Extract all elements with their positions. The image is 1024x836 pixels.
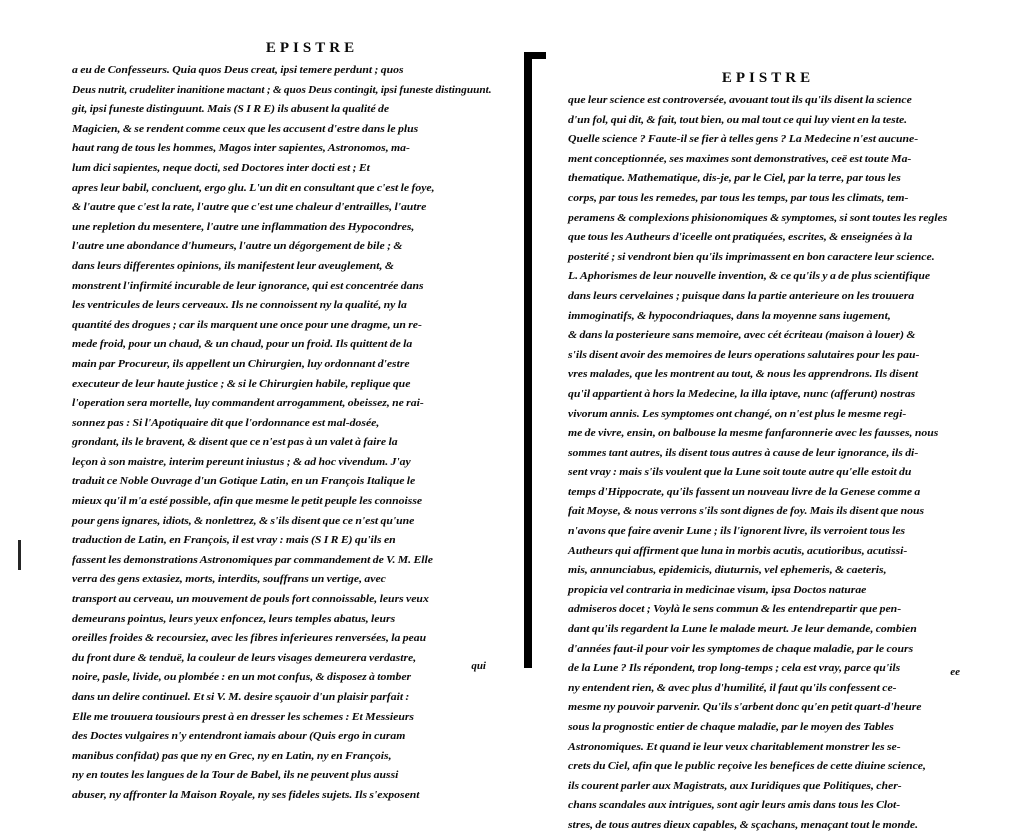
text-line: Deus nutrit, crudeliter inanitione mactant ; & quos Deus contingit, ipsi funeste distinguunt. — [72, 84, 492, 96]
left-catchword: qui — [471, 660, 486, 672]
text-line: Magicien, & se rendent comme ceux que les accusent d'estre dans le plus — [72, 123, 419, 135]
text-line: admiseros docet ; Voylà le sens commun & les entendrepartir que pen- — [568, 604, 902, 616]
text-line: l'operation sera mortelle, luy commandent arrogamment, obeissez, ne rai- — [72, 398, 424, 410]
text-line: noire, pasle, livide, ou plombée : en un mot confus, & disposez à tomber — [72, 672, 412, 684]
text-line: verra des gens extasiez, morts, interdits, souffrans un vertige, avec — [72, 574, 386, 586]
text-line: ny entendent rien, & avec plus d'humilité, il faut qu'ils confessent ce- — [568, 682, 897, 694]
text-line: lum dici sapientes, neque docti, sed Doctores inter docti est ; Et — [72, 162, 370, 174]
text-line: dans leurs cervelaines ; puisque dans la partie anterieure on les trouuera — [568, 290, 915, 302]
text-line: pour gens ignares, idiots, & nonlettrez, & s'ils disent que ce n'est qu'une — [72, 515, 415, 527]
text-line: grondant, ils le bravent, & disent que ce n'est pas à un valet à faire la — [72, 437, 398, 449]
text-line: a eu de Confesseurs. Quia quos Deus creat, ipsi temere perdunt ; quos — [72, 65, 404, 76]
text-line: posterité ; si vendront bien qu'ils imprimassent en bon caractere leur science. — [568, 251, 935, 263]
text-line: & dans la posterieure sans memoire, avec cét écriteau (maison à louer) & — [568, 330, 916, 342]
text-line: vivorum annis. Les symptomes ont changé, on n'est plus le mesme regi- — [568, 408, 907, 420]
text-line: mede froid, pour un chaud, & un chaud, pour un froid. Ils quittent de la — [72, 339, 413, 351]
text-line: que tous les Autheurs d'iceelle ont pratiquées, escrites, & enseignées à la — [568, 232, 913, 244]
text-line: thematique. Mathematique, dis-je, par le Ciel, par la terre, par tous les — [568, 173, 901, 185]
text-line: que leur science est controversée, avouant tout ils qu'ils disent la science — [568, 95, 912, 106]
text-line: peramens & complexions phisionomiques & symptomes, si sont toutes les regles — [568, 212, 948, 224]
text-line: executeur de leur haute justice ; & si le Chirurgien habile, replique que — [72, 378, 411, 390]
text-line: monstrent l'infirmité incurable de leur ignorance, qui est concentrée dans — [72, 280, 424, 292]
text-line: qu'il appartient à hors la Medecine, la illa iptave, nunc (afferunt) nostras — [568, 388, 916, 400]
text-line: fassent les demonstrations Astronomiques par commandement de V. M. Elle — [72, 554, 433, 566]
right-running-head: EPISTRE — [721, 70, 815, 86]
text-line: d'années faut-il pour voir les symptomes de chaque maladie, par le cours — [568, 643, 914, 655]
text-line: des Doctes vulgaires n'y entendront iamais abour (Quis ergo in curam — [72, 731, 406, 743]
text-line: une repletion du mesentere, l'autre une inflammation des Hypocondres, — [72, 221, 415, 233]
text-line: traduit ce Noble Ouvrage d'un Gotique Latin, en un François Italique le — [72, 476, 416, 488]
text-line: sonnez pas : Si l'Apotiquaire dit que l'ordonnance est mal-dosée, — [72, 417, 380, 429]
left-page-text — [72, 61, 492, 806]
text-line: ils courent parler aux Magistrats, aux Iuridiques que Politiques, cher- — [568, 780, 902, 792]
right-page-number: ee — [950, 666, 960, 678]
left-page — [72, 40, 492, 801]
text-line: n'avons que faire avenir Lune ; ils l'ignorent livre, ils verroient tous les — [568, 526, 906, 538]
text-line: sent vray : mais s'ils voulent que la Lune soit toute autre qu'elle estoit du — [568, 467, 912, 479]
text-line: & l'autre que c'est la rate, l'autre que c'est une chaleur d'entrailles, l'autre — [72, 202, 427, 214]
text-line: sous la prognostic entier de chaque maladie, par le moyen des Tables — [568, 722, 894, 733]
text-line: temps d'Hippocrate, qu'ils fassent un nouveau livre de la Genese comme a — [568, 486, 921, 498]
text-line: dant qu'ils regardent la Lune le malade meurt. Je leur demande, combien — [568, 624, 917, 636]
text-line: ny en toutes les langues de la Tour de Babel, ils ne peuvent plus aussi — [72, 770, 399, 782]
right-page — [568, 40, 968, 831]
left-running-head: EPISTRE — [265, 40, 359, 56]
text-line: vres malades, que les montrent au tout, & nous les apprendrons. Ils disent — [568, 369, 919, 381]
text-line: propicia vel contraria in medicinae visum, ipsa Doctos naturae — [568, 584, 867, 596]
text-line: main par Procureur, ils appellent un Chirurgien, luy ordonnant d'estre — [72, 358, 410, 370]
text-line: dans leurs differentes opinions, ils manifestent leur aveuglement, & — [72, 260, 394, 272]
right-page-text — [568, 91, 968, 836]
text-line: s'ils disent avoir des memoires de leurs operations salutaires pour les pau- — [568, 349, 920, 361]
text-line: L. Aphorismes de leur nouvelle invention, & ce qu'ils y a de plus scientifique — [568, 271, 931, 283]
text-line: quantité des drogues ; car ils marquent une once pour une dragme, un re- — [72, 319, 422, 331]
text-line: immoginatifs, & hypocondriaques, dans la moyenne sans iugement, — [568, 310, 891, 322]
text-line: d'un fol, qui dit, & fait, tout bien, ou mal tout ce qui luy vient en la teste. — [568, 114, 908, 126]
text-line: mesme ny pouvoir parvenir. Qu'ils s'arbent donc qu'en petit quart-d'heure — [568, 702, 922, 714]
text-line: stres, de tous autres dieux capables, & sçachans, menaçant tout le monde. — [568, 819, 919, 831]
text-line: ment conceptionnée, ses maximes sont demonstratives, ceë est toute Ma- — [568, 153, 912, 165]
text-line: l'autre une abondance d'humeurs, l'autre un dégorgement de bile ; & — [72, 241, 403, 253]
text-line: fait Moyse, & nous verrons s'ils sont dignes de foy. Mais ils disent que nous — [568, 506, 925, 518]
text-line: git, ipsi funeste distinguunt. Mais (S I R E) ils abusent la qualité de — [72, 104, 390, 116]
text-line: apres leur babil, concluent, ergo glu. L'un dit en consultant que c'est le foye, — [72, 182, 435, 194]
text-line: haut rang de tous les hommes, Magos inter sapientes, Astronomos, ma- — [72, 143, 410, 155]
text-line: demeurans pointus, leurs yeux enfoncez, leurs temples abatus, leurs — [72, 613, 396, 625]
gutter-shadow — [524, 58, 532, 668]
text-line: chans scandales aux intrigues, sont agir leurs amis dans tous les Clot- — [568, 800, 901, 812]
text-line: traduction de Latin, en François, il est vray : mais (S I R E) qu'ils en — [72, 535, 396, 547]
text-line: me de vivre, ensin, on balbouse la mesme fanfaronnerie avec les fausses, nous — [568, 428, 939, 440]
text-line: de la Lune ? Ils répondent, trop long-temps ; cela est vray, parce qu'ils — [568, 663, 901, 675]
text-line: Astronomiques. Et quand ie leur veux charitablement monstrer les se- — [568, 741, 901, 753]
text-line: mis, annunciabus, epidemicis, diuturnis, vel ephemeris, & caeteris, — [568, 565, 887, 577]
text-line: transport au cerveau, un mouvement de pouls fort connoissable, leurs veux — [72, 594, 429, 606]
text-line: Quelle science ? Faute-il se fier à telles gens ? La Medecine n'est aucune- — [568, 134, 919, 146]
text-line: dans un delire continuel. Et si V. M. desire sçauoir d'un plaisir parfait : — [72, 692, 410, 703]
text-line: oreilles froides & recoursiez, avec les fibres inferieures renversées, la peau — [72, 633, 427, 645]
text-line: sommes tant autres, ils disent tous autres à cause de leur ignorance, ils di- — [568, 447, 919, 459]
text-line: mieux qu'il m'a esté possible, afin que mesme le petit peuple les connoisse — [72, 496, 423, 508]
text-line: leçon à son maistre, interim pereunt iniustus ; & ad hoc vivendum. J'ay — [72, 456, 411, 468]
text-line: crets du Ciel, afin que le public reçoive les benefices de cette diuine science, — [568, 761, 926, 773]
text-line: manibus confidat) pas que ny en Grec, ny en Latin, ny en François, — [72, 750, 392, 762]
text-line: Autheurs qui affirment que luna in morbis acutis, acutioribus, acutissi- — [568, 545, 908, 557]
text-line: du front dure & tenduë, la couleur de leurs visages demeurera verdastre, — [72, 652, 417, 664]
text-line: abuser, ny affronter la Maison Royale, ny ses fideles sujets. Ils s'exposent — [72, 789, 420, 801]
text-line: corps, par tous les remedes, par tous les temps, par tous les climats, tem- — [568, 192, 909, 204]
text-line: Elle me trouuera tousiours prest à en dresser les schemes : Et Messieurs — [72, 711, 414, 723]
scan-edge-mark — [18, 540, 21, 570]
text-line: les ventricules de leurs cerveaux. Ils ne connoissent ny la qualité, ny la — [72, 300, 407, 312]
